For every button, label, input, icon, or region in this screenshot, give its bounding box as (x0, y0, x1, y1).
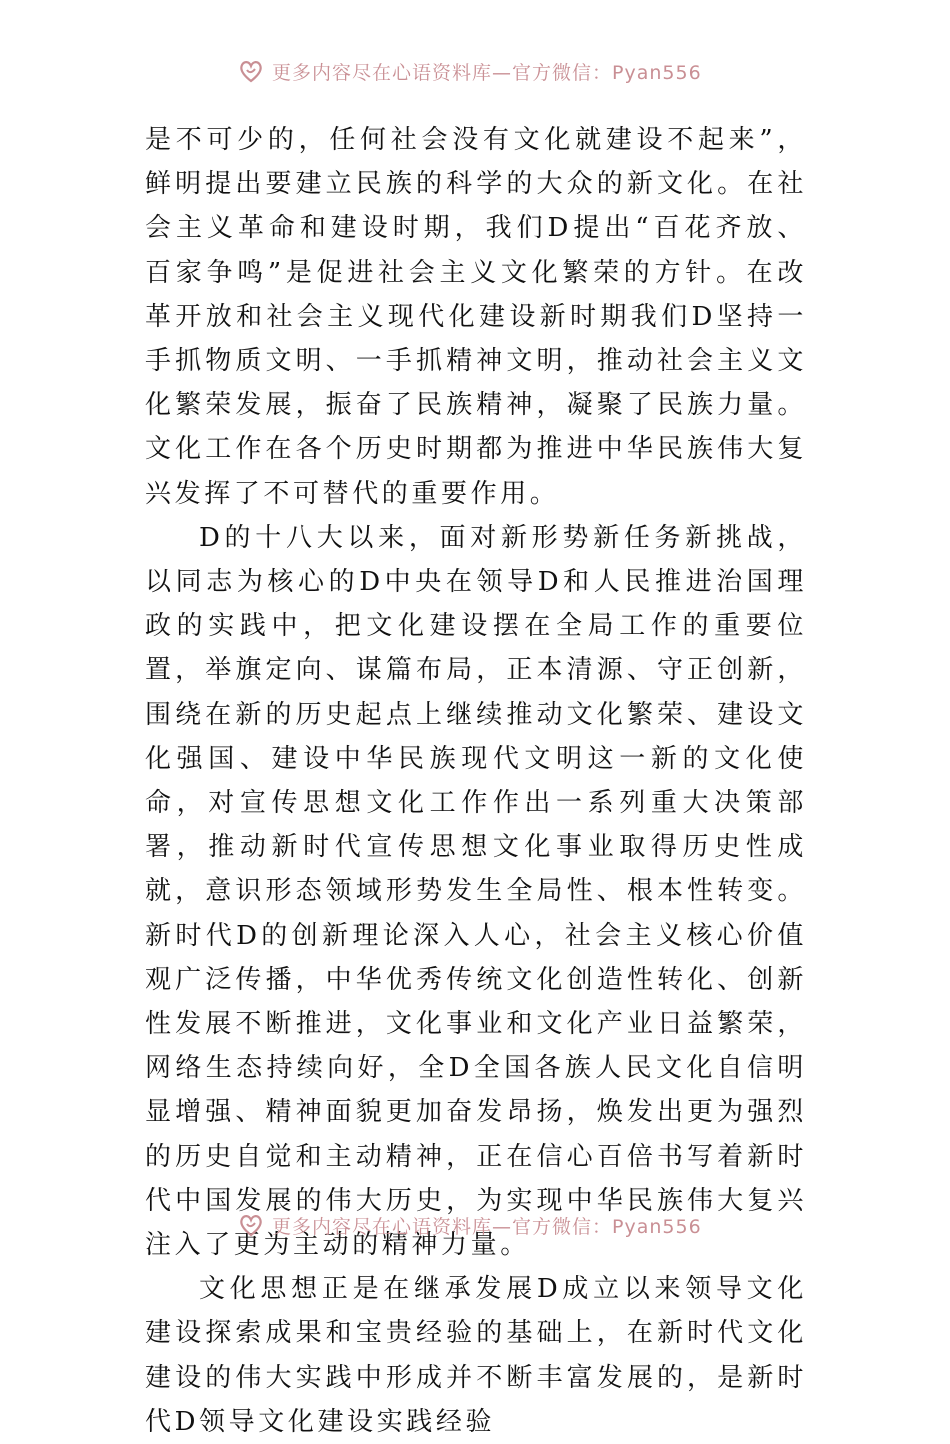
heart-logo-icon (238, 58, 264, 84)
watermark-text: 更多内容尽在心语资料库—官方微信：Pyan556 (272, 61, 702, 84)
paragraph-2: D的十八大以来，面对新形势新任务新挑战，以同志为核心的D中央在领导D和人民推进治国理政的实践中，把文化建设摆在全局工作的重要位置，举旗定向、谋篇布局，正本清源、守正创新，围绕在新的历史起点上继续推动文化繁荣、建设文化强国、建设中华民族现代文明这一新的文化使命，对宣传思想文化工作作出一系列重大决策部署，推动新时代宣传思想文化事业取得历史性成就，意识形态领域形势发生全局性、根本性转变。新时代D的创新理论深入人心，社会主义核心价值观广泛传播，中华优秀传统文化创造性转化、创新性发展不断推进，文化事业和文化产业日益繁荣，网络生态持续向好，全D全国各族人民文化自信明显增强、精神面貌更加奋发昂扬，焕发出更为强烈的历史自觉和主动精神，正在信心百倍书写着新时代中国发展的伟大历史，为实现中华民族伟大复兴注入了更为主动的精神力量。 (145, 522, 807, 1261)
heart-logo-icon (238, 1212, 264, 1238)
paragraph-1: 是不可少的，任何社会没有文化就建设不起来”，鲜明提出要建立民族的科学的大众的新文化。在社会主义革命和建设时期，我们D提出“百花齐放、百家争鸣”是促进社会主义文化繁荣的方针。在改革开放和社会主义现代化建设新时期我们D坚持一手抓物质文明、一手抓精神文明，推动社会主义文化繁荣发展，振奋了民族精神，凝聚了民族力量。文化工作在各个历史时期都为推进中华民族伟大复兴发挥了不可替代的重要作用。 (145, 125, 807, 509)
document-body (145, 118, 807, 1444)
watermark-text: 更多内容尽在心语资料库—官方微信：Pyan556 (272, 1215, 702, 1238)
watermark-bottom (238, 1210, 718, 1240)
paragraph-3: 文化思想正是在继承发展D成立以来领导文化建设探索成果和宝贵经验的基础上，在新时代文化建设的伟大实践中形成并不断丰富发展的，是新时代D领导文化建设实践经验 (145, 1274, 807, 1437)
watermark-top (238, 56, 718, 86)
